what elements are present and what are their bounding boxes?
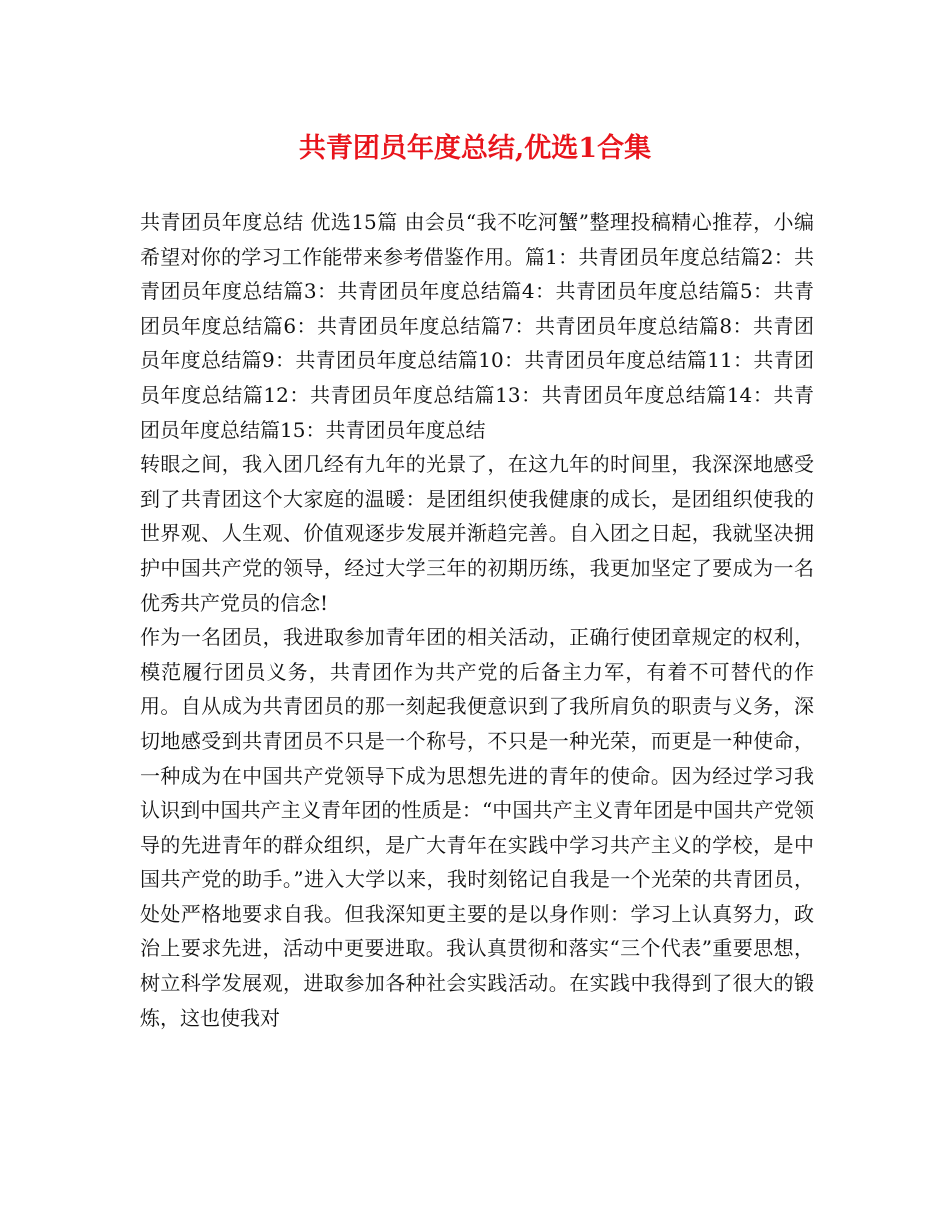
body-paragraph: 作为一名团员，我进取参加青年团的相关活动，正确行使团章规定的权利，模范履行团员义务，共青团作为共产党的后备主力军，有着不可替代的作用。自从成为共青团员的那一刻起我便意识到了我所肩负的职责与义务，深切地感受到共青团员不只是一个称号，不只是一种光荣，而更是一种使命，一种成为在中国共产党领导下成为思想先进的青年的使命。因为经过学习我认识到中国共产主义青年团的性质是：“中国共产主义青年团是中国共产党领导的先进青年的群众组织，是广大青年在实践中学习共产主义的学校，是中国共产党的助手。”进入大学以来，我时刻铭记自我是一个光荣的共青团员，处处严格地要求自我。但我深知更主要的是以身作则：学习上认真努力，政治上要求先进，活动中更要进取。我认真贯彻和落实“三个代表”重要思想，树立科学发展观，进取参加各种社会实践活动。在实践中我得到了很大的锻炼，这也使我对 [140,625,814,1030]
body-paragraph: 转眼之间，我入团几经有九年的光景了，在这九年的时间里，我深深地感受到了共青团这个大家庭的温暖：是团组织使我健康的成长，是团组织使我的世界观、人生观、价值观逐步发展并渐趋完善。自入团之日起，我就坚决拥护中国共产党的领导，经过大学三年的初期历练，我更加坚定了要成为一名优秀共产党员的信念! [140,452,814,615]
intro-paragraph: 共青团员年度总结 优选15篇 由会员“我不吃河蟹”整理投稿精心推荐，小编希望对你的学习工作能带来参考借鉴作用。篇1：共青团员年度总结篇2：共青团员年度总结篇3：共青团员年度总结篇4：共青团员年度总结篇5：共青团员年度总结篇6：共青团员年度总结篇7：共青团员年度总结篇8：共青团员年度总结篇9：共青团员年度总结篇10：共青团员年度总结篇11：共青团员年度总结篇12：共青团员年度总结篇13：共青团员年度总结篇14：共青团员年度总结篇15：共青团员年度总结 [140,210,814,442]
document-body [140,205,814,1035]
document-title: 共青团员年度总结,优选1合集 [298,133,652,164]
